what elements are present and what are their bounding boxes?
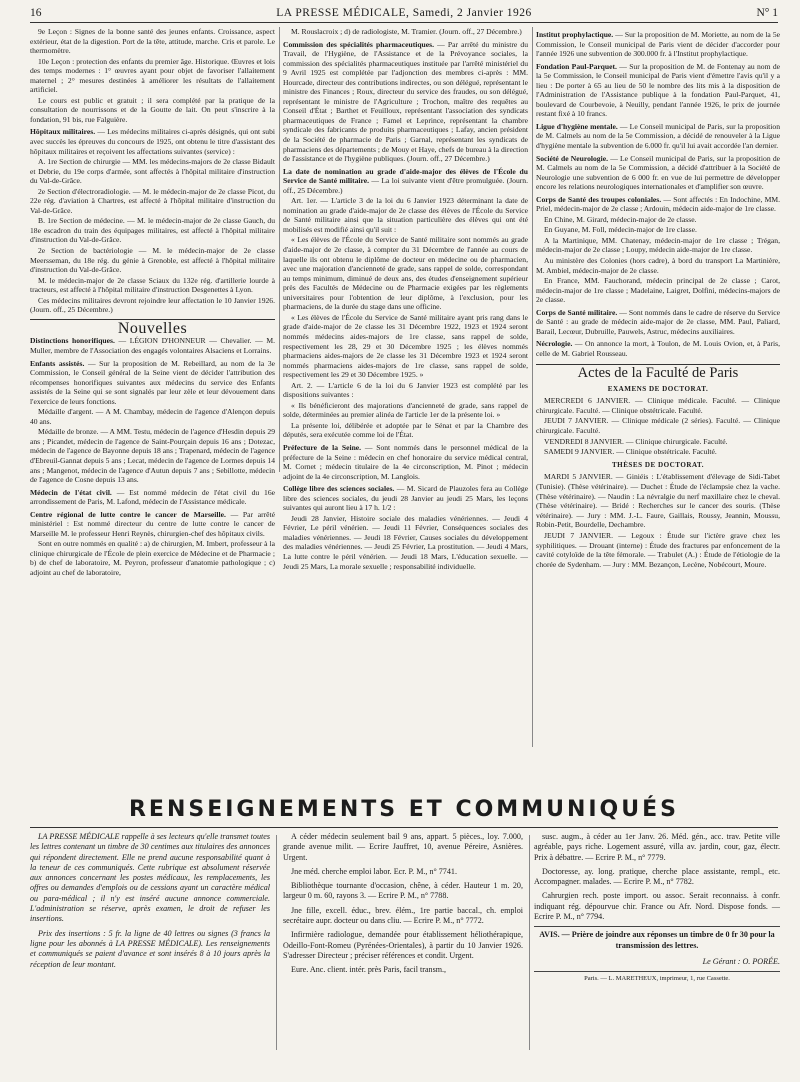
article-paragraph (536, 416, 780, 435)
article-paragraph (536, 215, 780, 225)
article-paragraph (283, 196, 528, 234)
article-text: Médaille de bronze. — A MM. Testu, médecin de l'agence d'Hesdin depuis 29 ans ; Picandet, médecin de l'agence de Saint-Pourçain depuis 16 ans ; Dotezac, médecin de l'agence de Bayonne depuis 18 ans ; Trapenard, médecin de l'agence d'Ebreuil-Gannat depuis 5 ans ; Lecat, médecin de l'agence de Lormes depuis 14 ans ; Mangenot, médecin de l'agence d'Autun depuis 7 ans ; Sebillotte, médecin de l'agence de Cosne depuis 13 ans. (30, 427, 275, 485)
annonce-item: Doctoresse, ay. long. pratique, cherche place assistante, rempl., etc. Accompagner. malades. — Ecrire P. M., n° 7782. (534, 866, 780, 887)
article-text: Art. 1er. — L'article 3 de la loi du 6 Janvier 1923 déterminant la date de nomination au grade d'aide-major de 2e classe des élèves de l'École du Service de Santé militaire ainsi que la situation particulière des élèves qui ont été mobilisés est modifié ainsi qu'il suit : (283, 196, 528, 234)
column-divider (279, 27, 280, 472)
article-text: — Le Conseil municipal de Paris, sur la proposition de M. Calmels au nom de la 5e Commission, a décidé d'attribuer à la Société de Neurologie une subvention de 6 000 fr. en vue de lui permettre de développer encore les relations neurologiques internationales et d'amplifier son œuvre. (536, 153, 780, 192)
article-text: M. Rouslacroix ; d) de radiologiste, M. Tramier. (Journ. off., 27 Décembre.) (291, 27, 522, 36)
page-header (30, 6, 778, 23)
article-text: 2e Section de bactériologie — M. le médecin-major de 2e classe Meersseman, du 18e rég. du génie à Grenoble, est affecté à l'hôpital militaire d'instruction du Val-de-Grâce. (30, 246, 275, 275)
renseignements-title: RENSEIGNEMENTS ET COMMUNIQUÉS (128, 797, 679, 822)
article-text: A la Martinique, MM. Chatenay, médecin-major de 1re classe ; Trégan, médecin-major de 2e classe ; Loupy, médecin aide-major de 1re classe. (536, 235, 780, 255)
article-paragraph (536, 447, 780, 457)
article-text: SAMEDI 9 JANVIER. — Clinique obstétricale. Faculté. (544, 447, 717, 457)
article-paragraph (283, 167, 528, 196)
article-paragraph (30, 276, 275, 295)
column-divider (532, 27, 533, 747)
article-paragraph (30, 407, 275, 426)
article-paragraph (30, 57, 275, 95)
article-paragraph (30, 127, 275, 156)
article-text: — Les médecins militaires ci-après désignés, qui ont subi avec succès les épreuves du concours de 1925, ont obtenu le titre d'assistant des hôpitaux militaires et reçoivent les affectations suivantes (service) : (30, 127, 275, 156)
article-paragraph (283, 421, 528, 440)
page-number: 16 (30, 7, 42, 19)
renseignements-column-1 (30, 832, 270, 1052)
article-paragraph (536, 195, 780, 214)
article-paragraph (30, 488, 275, 507)
article-text: — Sont affectés : En Indochine, MM. Priel, médecin-major de 2e classe ; Ardouin, médecin aide-major de 1re classe. (536, 194, 780, 214)
renseignements-column-3 (534, 832, 780, 1052)
annonce-item: Jne méd. cherche emploi labor. Ecr. P. M., n° 7741. (291, 866, 457, 876)
article-text: — Est nommé médecin de l'état civil du 16e arrondissement de Paris, M. Lafond, médecin de l'Assistance médicale. (30, 487, 275, 507)
article-paragraph (30, 157, 275, 186)
annonce-item: Bibliothèque tournante d'occasion, chêne, à céder. Hauteur 1 m. 20, largeur 0 m. 60, rayons 3. — Ecrire P. M., n° 7788. (283, 881, 523, 901)
faculte-items (536, 385, 780, 570)
annonce-item: Jne fille, excell. éduc., brev. élém., 1re partie baccal., ch. emploi secrétaire aupr. docteur ou dans cliu. — Ecrire P. M., n° 7772. (283, 905, 523, 926)
article-text: Au ministère des Colonies (hors cadre), à bord du transport La Martinière, M. Ambiel, médecin-major de 2e classe. (536, 256, 780, 275)
imprimeur-line: Paris. — L. MARETHEUX, imprimeur, 1, rue Cassette. (534, 971, 780, 984)
article-text: En France, MM. Fauchorand, médecin principal de 2e classe ; Carot, médecin-major de 1re classe ; Madelaine, Laigret, Dolfini, médecins-majors de 2e classe. (536, 276, 780, 305)
article-paragraph (283, 401, 528, 420)
faculte-section (536, 360, 780, 750)
article-text: Le cours est public et gratuit ; il sera complété par la pratique de la consultation de nourrissons et de la Goutte de lait. On peut s'inscrire à la fondation, 91 bis, rue Falguière. (30, 95, 275, 124)
article-text: Médaille d'argent. — A M. Chambay, médecin de l'agence d'Alençon depuis 40 ans. (30, 407, 275, 426)
article-heading: La date de nomination au grade d'aide-major des élèves de l'École du Service de Santé militaire. (283, 166, 528, 186)
article-paragraph (536, 225, 780, 235)
article-paragraph (30, 187, 275, 216)
article-text: En Chine, M. Girard, médecin-major de 2e classe. (544, 214, 697, 224)
article-paragraph (30, 216, 275, 245)
article-text: 9e Leçon : Signes de la bonne santé des jeunes enfants. Croissance, aspect extérieur, état de la digestion. Port de la tête, attitude, marche. Cris et parole. Le thermomètre. (30, 27, 275, 56)
article-heading: Corps de Santé militaire. (536, 307, 618, 317)
article-paragraph (30, 359, 275, 407)
article-paragraph (536, 30, 780, 59)
article-text: MARDI 5 JANVIER. — Giniéis : L'établissement d'élevage de Sidi-Tabet (Tunisie). (Thèse vétérinaire). — Duchet : Étude de l'éclampsie chez la vache. (Thèse vétérinaire). — Naudin : La névralgie du nerf maxillaire chez le cheval. (Thèse vétérinaire). — Bridé : Recherches sur le cancer des souris. (Thèse vétérinaire). — Jury : MM. J.-L. Faure, Gaillais, Roussy, Jeannin, Moussu, Robin-Petit, Bourdelle, Dechambre. (536, 472, 780, 530)
article-paragraph (30, 427, 275, 484)
article-paragraph (283, 40, 528, 164)
annonce-item: A céder médecin seulement bail 9 ans, appart. 5 pièces., loy. 7.000, grande avenue milit. — Ecrire Jauffret, 10, avenue Péreire, Asnières. Urgent. (283, 832, 523, 862)
issue-number: N° 1 (756, 7, 778, 19)
article-paragraph (536, 437, 780, 447)
article-text: — Par arrêté du ministre du Travail, de l'Hygiène, de l'Assistance et de la Prévoyance sociales, la commission des spécialités pharmaceutiques instituée par l'arrêté ministériel du 9 Avril 1925 est complétée par l'adjonction des membres ci-après : MM. Hourcade, directeur des contributions indirectes, ou son délégué, représentant le ministre des Finances ; Roux, directeur du service des fraudes, ou son délégué, représentant le ministre de l'Agriculture ; Trochon, maître des requêtes au Conseil d'État ; Barthet et Feuilloux, représentant l'association des syndicats pharmaceutiques de France ; Famel et Leprince, représentant la chambre syndicale des fabricants de produits pharmaceutiques ; Lafay, ancien président de la Société de pharmacie de Paris ; Garnal, représentant les syndicats de pharmaciens des départements ; de Mouy et Haye, chefs de bureau à la direction de l'assistance et de l'hygiène publiques. (Journ. off., 27 Décembre.) (283, 39, 528, 164)
article-text: En Guyane, M. Foll, médecin-major de 1re classe. (544, 225, 697, 235)
annonce-item: susc. augm., à céder au 1er Janv. 26. Méd. gén., acc. trav. Petite ville agréable, pays riche. Logement assuré, villa av. jardin, cour, gaz, électr. Prix à débattre. — Ecrire P. M., n° 7779. (534, 832, 780, 862)
article-text: Jeudi 28 Janvier, Histoire sociale des maladies vénériennes. — Jeudi 4 Février, Le péril vénérien. — Jeudi 11 Février, Conséquences sociales des maladies vénériennes. — Jeudi 18 Février, Causes sociales du développement des maladies vénériennes. — Jeudi 25 Février, La prostitution. — Jeudi 4 Mars, La lutte contre le péril vénérien. — Jeudi 18 Mars, L'éducation sexuelle. — Jeudi 25 Mars, La morale sexuelle ; responsabilité individuelle. (283, 513, 528, 571)
article-text: MERCREDI 6 JANVIER. — Clinique médicale. Faculté. — Clinique chirurgicale. Faculté. — Clinique obstétricale. Faculté. (536, 396, 780, 415)
article-text: Art. 2. — L'article 6 de la loi du 6 Janvier 1923 est complété par les dispositions suivantes : (283, 380, 528, 400)
annonce-item: Eure. Anc. client. intér. près Paris, facil transm., (291, 965, 447, 975)
article-text: « Les élèves de l'École du Service de Santé militaire ayant pris rang dans le grade d'aide-major de 2e classe les 31 Décembre 1922, 1923 et 1924 seront nommés médecins aides-majors de 1re classe, sans rappel de solde, respectivement les 28, 29 et 30 Décembre 1925 ; les élèves nommés pharmaciens aides-majors de 2e classe les 31 Décembre 1923 et 1924 seront nommés pharmaciens aides-majors de 1re classe, sans rappel de solde, respectivement les 29 et 30 Décembre 1925. » (283, 312, 528, 380)
article-paragraph (536, 154, 780, 192)
publication-title: LA PRESSE MÉDICALE, Samedi, 2 Janvier 1926 (276, 7, 532, 19)
article-paragraph (30, 246, 275, 275)
article-text: — Sur la proposition de M. Moriette, au nom de la 5e Commission, le Conseil municipal de Paris vient de décider d'accorder pour l'année 1926 une subvention de 300.000 fr. à l'Institut prophylactique. (536, 30, 780, 59)
article-paragraph (283, 484, 528, 513)
annonce-item: Prix des insertions : 5 fr. la ligne de 40 lettres ou signes (3 francs la ligne pour les abonnés à LA PRESSE MÉDICALE). Les renseignements et communiqués se paient d'avance et sont insérés 8 à 10 jours après la réception de leur montant. (30, 928, 270, 969)
article-text: Sont en outre nommés en qualité : a) de chirurgien, M. Imbert, professeur à la clinique chirurgicale de l'École de plein exercice de Médecine et de Pharmacie ; b) de chef de laboratoire, M. Peyron, professeur d'anatomie pathologique ; c) adjoint au chef de laboratoire, (30, 539, 275, 577)
column-2 (283, 27, 528, 571)
column-divider (276, 835, 277, 1050)
article-paragraph (536, 396, 780, 415)
article-paragraph (536, 256, 780, 275)
article-paragraph (30, 296, 275, 315)
article-heading: Fondation Paul-Parquet. (536, 61, 617, 71)
article-paragraph (30, 539, 275, 577)
avis-notice: AVIS. — Prière de joindre aux réponses un timbre de 0 fr 30 pour la transmission des lettres. (534, 926, 780, 951)
subsection-heading: THÈSES DE DOCTORAT. (611, 460, 705, 469)
article-text: A. 1re Section de chirurgie — MM. les médecins-majors de 2e classe Bidault et Debrie, du 19e corps d'armée, sont affectés à l'hôpital militaire d'instruction du Val-de-Grâce. (30, 157, 275, 186)
annonce-item: LA PRESSE MÉDICALE rappelle à ses lecteurs qu'elle transmet toutes les lettres contenant un timbre de 30 centimes aux titulaires des annonces qui répondent directement. Elle ne prend aucune responsabilité quant à la teneur de ces communiqués. Cette rubrique est absolument réservée aux annonces concernant les postes médicaux, les remplacements, les offres ou demandes d'emplois ou de cessions ayant un caractère médical ou para-médical ; il n'y est inséré aucune annonce commerciale. L'administration se réserve, après examen, le droit de refuser les insertions. (30, 832, 270, 924)
section-rule (30, 827, 778, 828)
article-text: — Sur la proposition de M. Rebeillard, au nom de la 3e Commission, le Conseil général de la Seine vient de décider l'attribution des récompenses honorifiques suivantes aux médecins du service des Enfants assistés de la Seine qui se sont signalés par leur zèle et leur dévouement dans l'exercice de leurs fonctions. (30, 358, 275, 406)
article-heading: Enfants assistés. (30, 358, 85, 368)
renseignements-column-2 (283, 832, 523, 1052)
article-text: « Les élèves de l'École du Service de Santé militaire sont nommés au grade d'aide-major de 2e classe, à compter du 31 Décembre de l'année au cours de laquelle ils ont obtenu le diplôme de docteur en médecine ou de pharmacien, avec une majoration d'ancienneté de grade, sans rappel de solde, correspondant au temps minimum, diminué de deux ans, des études d'enseignement supérieur près des Facultés de Médecine ou de Pharmacie exigées par les règlements universitaires pour l'obtention de leur diplôme, à l'exclusion, pour les pharmaciens, de la durée du stage dans une officine. (283, 235, 528, 312)
article-heading: Préfecture de la Seine. (283, 442, 362, 452)
article-paragraph (536, 531, 780, 569)
article-text: 2e Section d'électroradiologie. — M. le médecin-major de 2e classe Picot, du 22e rég. d'aviation à Chartres, est affecté à l'hôpital militaire d'instruction du Val-de-Grâce. (30, 186, 275, 215)
annonces-list (534, 832, 780, 922)
article-paragraph (536, 276, 780, 305)
article-text: JEUDI 7 JANVIER. — Legoux : Étude sur l'ictère grave chez les syphilitiques. — Drouant (interne) : Étude des fractures par enfoncement de la cavité cotyloïde de la tête fémorale. — Trabulet (A.) : Étude de l'étiologie de la chorée de Sydenham. — Jury : MM. Bezançon, Lecène, Nobécourt, Moure. (536, 530, 780, 569)
article-heading: Nécrologie. (536, 339, 573, 349)
article-text: B. 1re Section de médecine. — M. le médecin-major de 2e classe Gauch, du 18e escadron du train des équipages militaires, est affecté à l'hôpital militaire d'instruction du Val-de-Grâce. (30, 216, 275, 245)
article-text: JEUDI 7 JANVIER. — Clinique médicale (2 séries). Faculté. — Clinique chirurgicale. Faculté. (536, 416, 780, 435)
article-text: — La loi suivante vient d'être promulguée. (Journ. off., 25 Décembre.) (283, 176, 528, 195)
column-1 (30, 27, 275, 577)
article-text: — LÉGION D'HONNEUR — Chevalier. — M. Muller, membre de l'Association des engagés volontaires Alsaciens et Lorrains. (30, 336, 275, 355)
article-text: — Sur la proposition de M. de Fontenay au nom de la 5e Commission, le Conseil municipal de Paris vient d'émettre l'avis qu'il y a lieu : De porter à 65 au lieu de 50 le nombre des lits mis à la disposition de l'Administration de l'Assistance publique à la fondation Paul-Parquet, 41, boulevard de Courbevoie, à Neuilly, pendant l'année 1926, le prix de journée restant fixé à 10 francs. (536, 61, 780, 119)
article-heading: Collège libre des sciences sociales. (283, 484, 395, 494)
faculte-title: Actes de la Faculté de Paris (577, 365, 739, 381)
article-text: — On annonce la mort, à Toulon, de M. Louis Ovion, et, à Paris, celle de M. Gabriel Rousseau. (536, 339, 780, 358)
annonce-item: Infirmière radiologue, demandée pour établissement héliothérapique, Odeillo-Font-Romeu (Pyrénées-Orientales), à partir du 10 Janvier 1926. S'adresser Directeur ; préciser références et condit. Urgent. (283, 930, 523, 960)
article-paragraph (536, 62, 780, 119)
article-text: La présente loi, délibérée et adoptée par le Sénat et par la Chambre des députés, sera exécutée comme loi de l'État. (283, 420, 528, 440)
section-title: Nouvelles (117, 319, 188, 337)
article-heading: Hôpitaux militaires. (30, 127, 96, 137)
article-paragraph (30, 96, 275, 125)
article-text: — Par arrêté ministériel : Est nommé directeur du centre de lutte contre le cancer de Marseille M. le professeur Henri Reynès, chirurgien-chef des hôpitaux civils. (30, 509, 275, 538)
article-heading: Centre régional de lutte contre le cancer de Marseille. (30, 509, 226, 519)
column-divider (529, 835, 530, 1050)
article-heading: Corps de Santé des troupes coloniales. (536, 194, 662, 204)
article-heading: Commission des spécialités pharmaceutiques. (283, 39, 434, 49)
article-heading: Institut prophylactique. (536, 30, 614, 39)
article-heading: Société de Neurologie. (536, 153, 608, 163)
article-text: M. le médecin-major de 2e classe Sciaux du 132e rég. d'artillerie lourde à tracteurs, est affecté à l'hôpital militaire d'instruction Desgenettes à Lyon. (30, 275, 275, 295)
gerant-line: Le Gérant : O. PORÉE. (702, 956, 780, 966)
article-paragraph (30, 27, 275, 56)
annonce-item: Cahrurgien rech. poste import. ou assoc. Serait reconnaiss. à confr. indiquant rég. dépourvue chir. France ou Afr. Nord. Dispose fonds. — Ecrire P. M., n° 7794. (534, 891, 780, 922)
article-paragraph (30, 336, 275, 355)
column-3 (536, 27, 780, 357)
article-text: — Sont nommés dans le cadre de réserve du Service de Santé : au grade de médecin aide-major de 2e classe, MM. Paul, Paliard, Barail, Lecœur, Dubruille, Pauwels, Astruc, médecins auxiliaires. (536, 307, 780, 336)
article-text: — Le Conseil municipal de Paris, sur la proposition de M. Calmels au nom de la 5e Commission, a décidé de renouveler à la Ligue d'hygiène mentale la subvention de 6.000 fr. qu'il lui avait accordée l'an dernier. (536, 121, 780, 151)
article-paragraph (536, 308, 780, 337)
article-paragraph (283, 235, 528, 311)
article-paragraph (283, 514, 528, 571)
article-paragraph (536, 339, 780, 358)
article-paragraph (283, 313, 528, 380)
article-heading: Ligue d'hygiène mentale. (536, 121, 618, 131)
article-paragraph (283, 381, 528, 400)
article-paragraph (283, 443, 528, 481)
article-heading: Médecin de l'état civil. (30, 487, 112, 497)
article-paragraph (30, 510, 275, 539)
article-paragraph (536, 236, 780, 255)
subsection-heading: EXAMENS DE DOCTORAT. (607, 384, 709, 393)
article-text: 10e Leçon : protection des enfants du premier âge. Historique. Œuvres et lois des temps modernes : 1° œuvres ayant pour objet de favoriser l'allaitement maternel ; 2° mesures destinées à améliorer les résultats de l'allaitement artificiel. (30, 56, 275, 95)
article-text: — Sont nommés dans le personnel médical de la préfecture de la Seine : médecin en chef honoraire du service médical central, M. Cornet ; médecin titulaire de la 4e circonscription, M. Pinot ; médecin adjoint de la 4e circonscription, M. Langlois. (283, 442, 528, 481)
article-text: Ces médecins militaires devront rejoindre leur affectation le 10 Janvier 1926. (Journ. off., 25 Décembre.) (30, 295, 275, 315)
article-text: « Ils bénéficieront des majorations d'ancienneté de grade, sans rappel de solde, déterminées au premier alinéa de l'article 1er de la présente loi. » (283, 400, 528, 420)
article-paragraph (536, 122, 780, 151)
article-text: VENDREDI 8 JANVIER. — Clinique chirurgicale. Faculté. (544, 436, 728, 446)
article-paragraph (536, 472, 780, 530)
article-text: — M. Sicard de Plauzoles fera au Collège libre des sciences sociales, du jeudi 28 Janvier au jeudi 25 Mars, les leçons suivantes qui auront lieu à 17 h. 1/2 : (283, 484, 528, 513)
article-paragraph (283, 27, 528, 37)
article-heading: Distinctions honorifiques. (30, 336, 115, 346)
